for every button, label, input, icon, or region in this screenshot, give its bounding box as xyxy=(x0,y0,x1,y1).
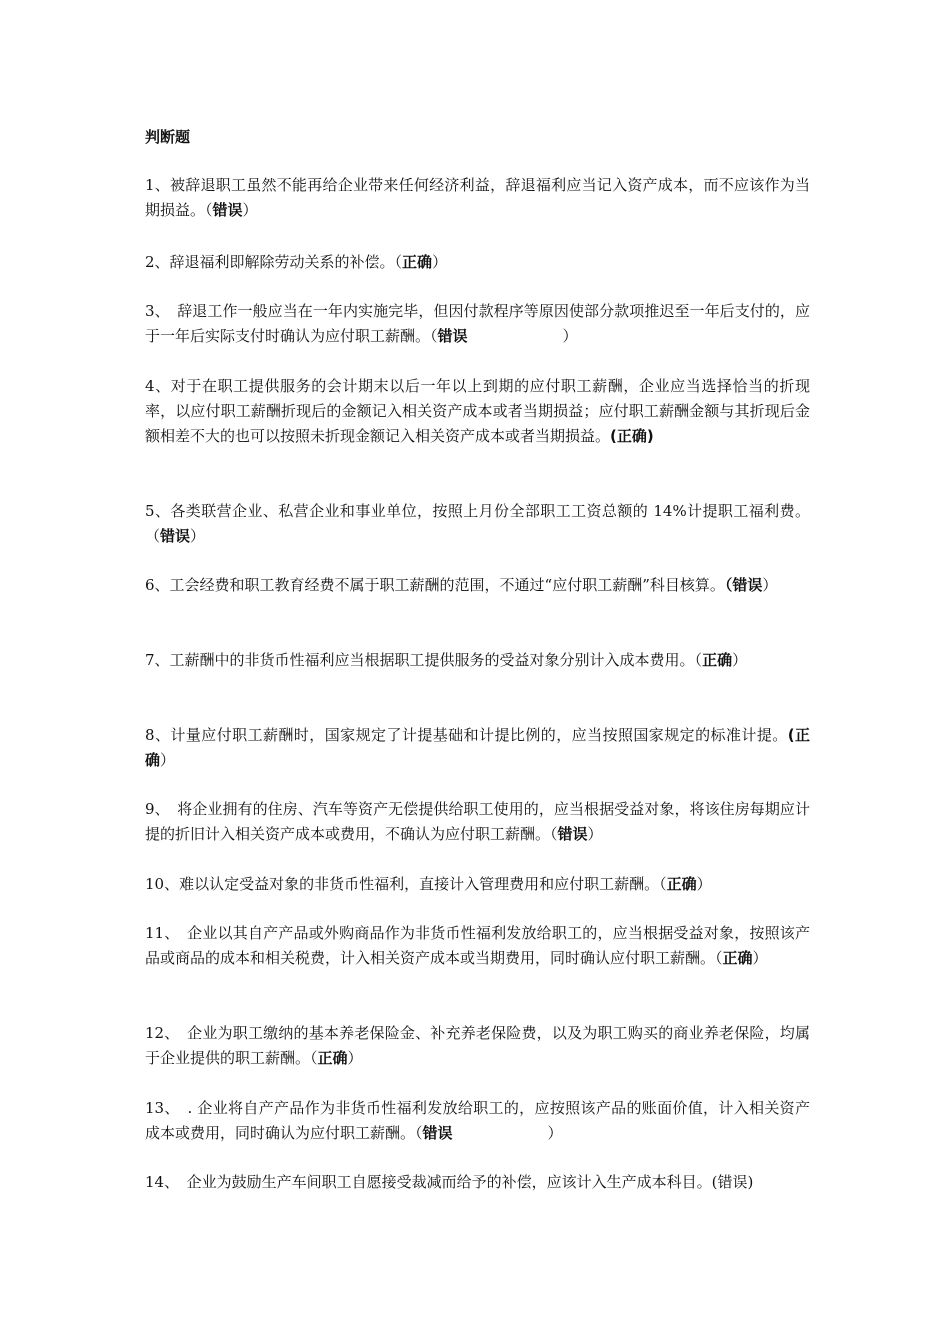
answer: 错误 xyxy=(212,201,243,219)
answer: 错误 xyxy=(160,527,191,545)
question-text: 13、 . 企业将自产产品作为非货币性福利发放给职工的，应按照该产品的账面价值，计入相关资产成本或费用，同时确认为应付职工薪酬。（ xyxy=(145,1099,810,1142)
question-item xyxy=(145,250,810,275)
answer-close: ） xyxy=(562,327,578,345)
answer-close: ) xyxy=(646,427,654,445)
question-item xyxy=(145,872,810,897)
answer: (正确 xyxy=(145,726,810,769)
answer-close: ） xyxy=(160,751,176,769)
answer-close: ） xyxy=(347,1049,363,1067)
question-item xyxy=(145,1021,810,1071)
answer: 错误 xyxy=(557,825,588,843)
question-text: 2、辞退福利即解除劳动关系的补偿。（ xyxy=(145,253,403,271)
answer-close: ） xyxy=(587,825,603,843)
answer-close: ） xyxy=(762,576,778,594)
answer: 正确 xyxy=(317,1049,348,1067)
answer: 正确 xyxy=(702,651,733,669)
question-item xyxy=(145,648,810,673)
answer: 错误 xyxy=(437,327,468,345)
question-item xyxy=(145,573,810,598)
question-item xyxy=(145,299,810,349)
question-item xyxy=(145,921,810,971)
question-text: 5、各类联营企业、私营企业和事业单位，按照上月份全部职工工资总额的 14%计提职工福利费。（ xyxy=(145,502,810,545)
question-text: 11、 企业以其自产产品或外购商品作为非货币性福利发放给职工的，应当根据受益对象，按照该产品或商品的成本和相关税费，计入相关资产成本或当期费用，同时确认应付职工薪酬。（ xyxy=(145,924,810,967)
answer-close: ） xyxy=(242,201,258,219)
question-item xyxy=(145,374,810,449)
question-text: 1、被辞退职工虽然不能再给企业带来任何经济利益，辞退福利应当记入资产成本，而不应该作为当期损益。（ xyxy=(145,176,810,219)
answer: 正确 xyxy=(666,875,697,893)
question-text: 14、 企业为鼓励生产车间职工自愿接受裁减而给予的补偿，应该计入生产成本科目。(错误) xyxy=(145,1173,754,1191)
answer-close: ） xyxy=(732,651,748,669)
answer: 错误 xyxy=(422,1124,453,1142)
answer-close: ） xyxy=(752,949,768,967)
answer: （错误 xyxy=(724,576,763,594)
question-text: 8、计量应付职工薪酬时，国家规定了计提基础和计提比例的，应当按照国家规定的标准计提。 xyxy=(145,726,788,744)
answer-close: ） xyxy=(432,253,448,271)
question-text: 10、难以认定受益对象的非货币性福利，直接计入管理费用和应付职工薪酬。（ xyxy=(145,875,667,893)
question-item xyxy=(145,797,810,847)
question-text: 12、 企业为职工缴纳的基本养老保险金、补充养老保险费，以及为职工购买的商业养老保险，均属于企业提供的职工薪酬。（ xyxy=(145,1024,810,1067)
answer: 正确 xyxy=(402,253,433,271)
question-text: 4、对于在职工提供服务的会计期末以后一年以上到期的应付职工薪酬，企业应当选择恰当的折现率，以应付职工薪酬折现后的金额记入相关资产成本或者当期损益；应付职工薪酬金额与其折现后金额相差不大的也可以按照未折现金额记入相关资产成本或者当期损益。 xyxy=(145,377,810,445)
question-item xyxy=(145,1170,810,1195)
answer: 正确 xyxy=(722,949,753,967)
section-title: 判断题 xyxy=(145,128,191,146)
question-item xyxy=(145,1096,810,1146)
answer: (正确 xyxy=(610,427,647,445)
question-item xyxy=(145,723,810,773)
question-item xyxy=(145,173,810,223)
answer-close: ） xyxy=(696,875,712,893)
question-text: 6、工会经费和职工教育经费不属于职工薪酬的范围，不通过“应付职工薪酬”科目核算。 xyxy=(145,576,725,594)
question-text: 7、工薪酬中的非货币性福利应当根据职工提供服务的受益对象分别计入成本费用。（ xyxy=(145,651,703,669)
question-item xyxy=(145,499,810,549)
answer-close: ） xyxy=(190,527,206,545)
question-text: 3、 辞退工作一般应当在一年内实施完毕，但因付款程序等原因使部分款项推迟至一年后支付的，应于一年后实际支付时确认为应付职工薪酬。（ xyxy=(145,302,810,345)
answer-close: ） xyxy=(547,1124,563,1142)
question-text: 9、 将企业拥有的住房、汽车等资产无偿提供给职工使用的，应当根据受益对象，将该住房每期应计提的折旧计入相关资产成本或费用，不确认为应付职工薪酬。（ xyxy=(145,800,810,843)
